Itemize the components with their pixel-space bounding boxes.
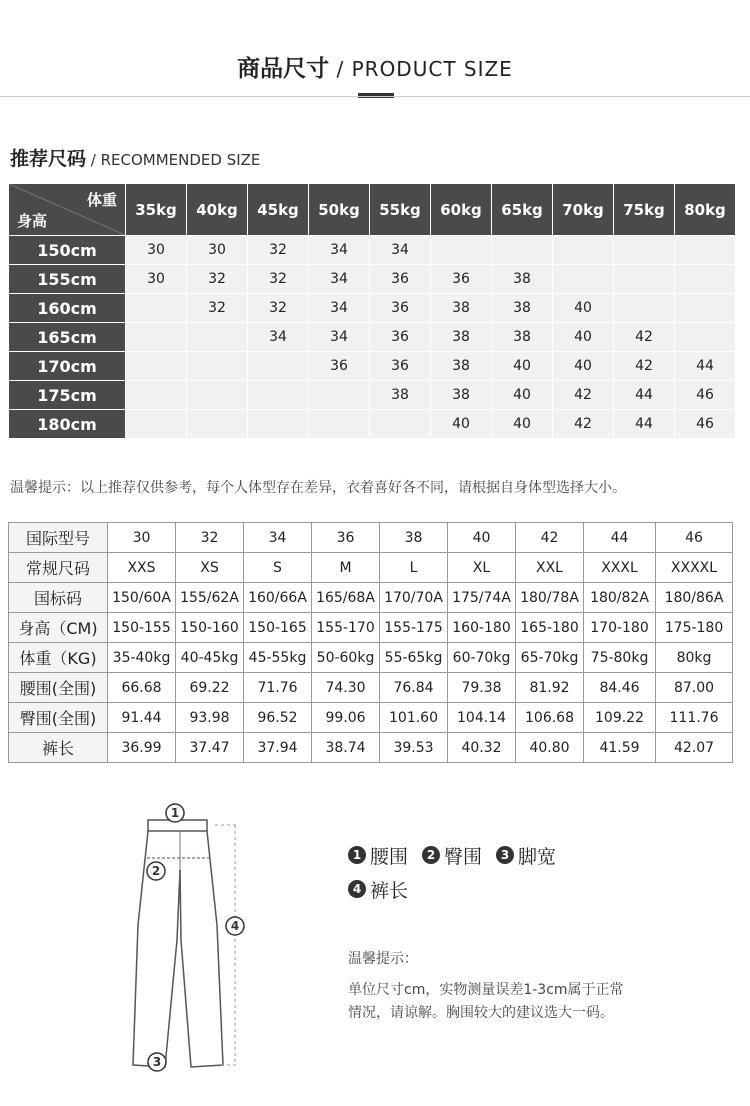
spec-cell: 30 xyxy=(108,523,176,553)
spec-cell: 39.53 xyxy=(380,733,448,763)
size-cell xyxy=(614,265,675,294)
size-cell: 36 xyxy=(370,352,431,381)
legend-label: 腰围 xyxy=(370,845,409,868)
spec-row-label: 国际型号 xyxy=(9,523,108,553)
spec-cell: 165-180 xyxy=(516,613,584,643)
height-header: 170cm xyxy=(9,352,126,381)
size-cell: 38 xyxy=(492,294,553,323)
spec-cell: 42 xyxy=(516,523,584,553)
spec-row xyxy=(9,643,733,673)
size-cell xyxy=(126,381,187,410)
size-cell: 40 xyxy=(492,352,553,381)
spec-cell: 79.38 xyxy=(448,673,516,703)
size-cell: 30 xyxy=(126,236,187,265)
spec-cell: 60-70kg xyxy=(448,643,516,673)
weight-header: 45kg xyxy=(248,184,309,236)
spec-cell: 44 xyxy=(584,523,656,553)
spec-cell: 150-155 xyxy=(108,613,176,643)
size-cell xyxy=(675,294,736,323)
weight-header: 35kg xyxy=(126,184,187,236)
size-cell: 38 xyxy=(370,381,431,410)
recommend-row xyxy=(9,323,736,352)
size-cell: 40 xyxy=(553,352,614,381)
weight-header: 70kg xyxy=(553,184,614,236)
height-header: 155cm xyxy=(9,265,126,294)
table-corner-cell xyxy=(9,184,126,236)
spec-cell: 34 xyxy=(244,523,312,553)
recommend-row xyxy=(9,265,736,294)
spec-cell: 55-65kg xyxy=(380,643,448,673)
size-cell: 40 xyxy=(492,381,553,410)
spec-cell: 69.22 xyxy=(176,673,244,703)
page-title xyxy=(0,50,750,83)
size-cell: 38 xyxy=(431,323,492,352)
weight-header: 40kg xyxy=(187,184,248,236)
size-cell: 40 xyxy=(431,410,492,439)
spec-cell: 45-55kg xyxy=(244,643,312,673)
spec-row-label: 腰围(全围) xyxy=(9,673,108,703)
spec-cell: 155-175 xyxy=(380,613,448,643)
size-cell xyxy=(675,236,736,265)
spec-cell: XL xyxy=(448,553,516,583)
recommend-row xyxy=(9,352,736,381)
weight-header: 80kg xyxy=(675,184,736,236)
spec-cell: XXL xyxy=(516,553,584,583)
spec-cell: 36 xyxy=(312,523,380,553)
size-cell: 32 xyxy=(248,236,309,265)
measurement-legend xyxy=(348,838,556,906)
legend-item-hip xyxy=(422,842,482,869)
spec-cell: 74.30 xyxy=(312,673,380,703)
spec-row-label: 国标码 xyxy=(9,583,108,613)
spec-cell: 75-80kg xyxy=(584,643,656,673)
legend-row xyxy=(348,872,556,906)
size-cell xyxy=(126,294,187,323)
size-cell xyxy=(492,236,553,265)
size-cell: 40 xyxy=(553,323,614,352)
legend-item-hem xyxy=(496,842,556,869)
marker-1: 1 xyxy=(170,806,180,820)
spec-row xyxy=(9,583,733,613)
legend-label: 裤长 xyxy=(370,879,409,902)
spec-cell: 40.80 xyxy=(516,733,584,763)
size-cell: 44 xyxy=(614,381,675,410)
spec-row xyxy=(9,553,733,583)
spec-cell: 109.22 xyxy=(584,703,656,733)
tips-line-1: 单位尺寸cm，实物测量误差1-3cm属于正常 xyxy=(348,982,624,998)
size-cell xyxy=(553,265,614,294)
size-cell xyxy=(187,352,248,381)
spec-cell: 71.76 xyxy=(244,673,312,703)
spec-cell: 40 xyxy=(448,523,516,553)
recommended-size-heading xyxy=(10,144,260,171)
spec-cell: 96.52 xyxy=(244,703,312,733)
spec-cell: 150-165 xyxy=(244,613,312,643)
spec-cell: 170/70A xyxy=(380,583,448,613)
spec-cell: 180/82A xyxy=(584,583,656,613)
size-cell: 34 xyxy=(248,323,309,352)
spec-cell: XXXL xyxy=(584,553,656,583)
spec-cell: 111.76 xyxy=(656,703,733,733)
size-cell: 38 xyxy=(492,265,553,294)
spec-cell: 36.99 xyxy=(108,733,176,763)
height-header: 160cm xyxy=(9,294,126,323)
size-cell: 34 xyxy=(309,294,370,323)
spec-cell: XXS xyxy=(108,553,176,583)
size-cell: 38 xyxy=(431,381,492,410)
size-cell: 38 xyxy=(431,294,492,323)
recommend-row xyxy=(9,236,736,265)
weight-header-row xyxy=(9,184,736,236)
size-cell: 36 xyxy=(370,265,431,294)
title-en: PRODUCT SIZE xyxy=(351,57,513,81)
spec-cell: 37.94 xyxy=(244,733,312,763)
spec-cell: 40.32 xyxy=(448,733,516,763)
spec-cell: 155-170 xyxy=(312,613,380,643)
spec-cell: 150/60A xyxy=(108,583,176,613)
legend-number-badge: 2 xyxy=(422,846,440,864)
spec-cell: 65-70kg xyxy=(516,643,584,673)
trousers-illustration xyxy=(125,795,265,1085)
marker-3: 3 xyxy=(152,1055,162,1069)
size-cell: 30 xyxy=(187,236,248,265)
tips-line-2: 情况，请谅解。胸围较大的建议选大一码。 xyxy=(348,1005,614,1021)
spec-row-label: 体重（KG) xyxy=(9,643,108,673)
recommended-title-en: / RECOMMENDED SIZE xyxy=(86,151,261,169)
size-cell xyxy=(187,410,248,439)
tips-title: 温馨提示： xyxy=(348,951,418,967)
corner-height-label: 身高 xyxy=(17,212,48,230)
legend-number-badge: 1 xyxy=(348,846,366,864)
size-cell: 32 xyxy=(187,294,248,323)
size-cell: 34 xyxy=(309,265,370,294)
spec-row-label: 身高（CM) xyxy=(9,613,108,643)
spec-cell: 35-40kg xyxy=(108,643,176,673)
spec-row xyxy=(9,613,733,643)
spec-cell: 175-180 xyxy=(656,613,733,643)
size-cell xyxy=(309,381,370,410)
size-cell: 30 xyxy=(126,265,187,294)
size-cell xyxy=(675,265,736,294)
size-cell xyxy=(248,410,309,439)
page-header xyxy=(0,0,750,98)
size-cell xyxy=(614,236,675,265)
size-cell xyxy=(675,323,736,352)
spec-cell: XXXXL xyxy=(656,553,733,583)
spec-row-label: 裤长 xyxy=(9,733,108,763)
spec-cell: 93.98 xyxy=(176,703,244,733)
corner-weight-label: 体重 xyxy=(86,191,117,209)
spec-cell: 42.07 xyxy=(656,733,733,763)
title-separator: / xyxy=(329,57,352,81)
size-cell xyxy=(126,410,187,439)
spec-cell: 180/86A xyxy=(656,583,733,613)
spec-cell: 160/66A xyxy=(244,583,312,613)
size-spec-table xyxy=(8,522,733,763)
header-divider xyxy=(0,96,750,97)
spec-cell: 84.46 xyxy=(584,673,656,703)
spec-cell: 80kg xyxy=(656,643,733,673)
size-cell: 42 xyxy=(614,352,675,381)
spec-row-label: 常规尺码 xyxy=(9,553,108,583)
size-cell xyxy=(309,410,370,439)
spec-cell: 32 xyxy=(176,523,244,553)
size-cell xyxy=(248,352,309,381)
spec-cell: 41.59 xyxy=(584,733,656,763)
recommended-title-cn: 推荐尺码 xyxy=(10,148,87,170)
title-cn: 商品尺寸 xyxy=(237,56,330,82)
spec-cell: M xyxy=(312,553,380,583)
spec-cell: XS xyxy=(176,553,244,583)
height-header: 165cm xyxy=(9,323,126,352)
weight-header: 60kg xyxy=(431,184,492,236)
spec-cell: 76.84 xyxy=(380,673,448,703)
spec-row xyxy=(9,523,733,553)
recommend-row xyxy=(9,410,736,439)
size-cell: 44 xyxy=(675,352,736,381)
spec-cell: S xyxy=(244,553,312,583)
legend-label: 脚宽 xyxy=(518,845,557,868)
legend-number-badge: 4 xyxy=(348,880,366,898)
size-cell: 42 xyxy=(553,410,614,439)
size-cell xyxy=(126,323,187,352)
size-cell xyxy=(187,323,248,352)
size-cell: 46 xyxy=(675,410,736,439)
height-header: 180cm xyxy=(9,410,126,439)
spec-cell: 150-160 xyxy=(176,613,244,643)
size-cell: 34 xyxy=(309,236,370,265)
recommend-row xyxy=(9,381,736,410)
height-header: 175cm xyxy=(9,381,126,410)
spec-cell: 170-180 xyxy=(584,613,656,643)
spec-cell: 99.06 xyxy=(312,703,380,733)
size-cell: 46 xyxy=(675,381,736,410)
size-cell: 38 xyxy=(492,323,553,352)
size-cell: 36 xyxy=(370,294,431,323)
legend-row xyxy=(348,838,556,872)
weight-header: 55kg xyxy=(370,184,431,236)
recommendation-note: 温馨提示：以上推荐仅供参考，每个人体型存在差异，衣着喜好各不同，请根据自身体型选择大小。 xyxy=(10,480,626,496)
spec-cell: 91.44 xyxy=(108,703,176,733)
spec-cell: 175/74A xyxy=(448,583,516,613)
measurement-tips xyxy=(348,948,624,1025)
spec-cell: 50-60kg xyxy=(312,643,380,673)
spec-cell: 106.68 xyxy=(516,703,584,733)
size-cell: 36 xyxy=(370,323,431,352)
legend-item-length xyxy=(348,876,408,903)
spec-cell: 38 xyxy=(380,523,448,553)
weight-header: 50kg xyxy=(309,184,370,236)
spec-cell: 155/62A xyxy=(176,583,244,613)
marker-2: 2 xyxy=(151,864,161,878)
legend-item-waist xyxy=(348,842,408,869)
size-cell xyxy=(553,236,614,265)
spec-cell: 165/68A xyxy=(312,583,380,613)
spec-cell: 38.74 xyxy=(312,733,380,763)
size-cell xyxy=(126,352,187,381)
size-cell xyxy=(370,410,431,439)
trousers-diagram xyxy=(125,795,265,1085)
height-header: 150cm xyxy=(9,236,126,265)
spec-cell: 66.68 xyxy=(108,673,176,703)
size-cell: 42 xyxy=(614,323,675,352)
spec-cell: 40-45kg xyxy=(176,643,244,673)
weight-header: 75kg xyxy=(614,184,675,236)
size-cell: 42 xyxy=(553,381,614,410)
legend-number-badge: 3 xyxy=(496,846,514,864)
spec-row xyxy=(9,703,733,733)
spec-cell: 46 xyxy=(656,523,733,553)
spec-cell: 81.92 xyxy=(516,673,584,703)
spec-cell: L xyxy=(380,553,448,583)
size-cell: 40 xyxy=(553,294,614,323)
spec-row-label: 臀围(全围) xyxy=(9,703,108,733)
spec-cell: 180/78A xyxy=(516,583,584,613)
size-cell: 40 xyxy=(492,410,553,439)
spec-row xyxy=(9,733,733,763)
weight-header: 65kg xyxy=(492,184,553,236)
spec-cell: 101.60 xyxy=(380,703,448,733)
size-cell: 32 xyxy=(248,265,309,294)
marker-4: 4 xyxy=(230,919,240,933)
size-cell xyxy=(614,294,675,323)
size-cell: 38 xyxy=(431,352,492,381)
size-cell xyxy=(248,381,309,410)
size-cell: 36 xyxy=(309,352,370,381)
spec-cell: 104.14 xyxy=(448,703,516,733)
recommended-size-table xyxy=(8,183,736,439)
size-cell xyxy=(431,236,492,265)
spec-cell: 87.00 xyxy=(656,673,733,703)
spec-cell: 37.47 xyxy=(176,733,244,763)
size-cell: 44 xyxy=(614,410,675,439)
spec-row xyxy=(9,673,733,703)
size-cell xyxy=(187,381,248,410)
size-cell: 36 xyxy=(431,265,492,294)
size-cell: 32 xyxy=(187,265,248,294)
legend-label: 臀围 xyxy=(444,845,483,868)
size-cell: 32 xyxy=(248,294,309,323)
size-cell: 34 xyxy=(370,236,431,265)
spec-cell: 160-180 xyxy=(448,613,516,643)
size-cell: 34 xyxy=(309,323,370,352)
recommend-row xyxy=(9,294,736,323)
